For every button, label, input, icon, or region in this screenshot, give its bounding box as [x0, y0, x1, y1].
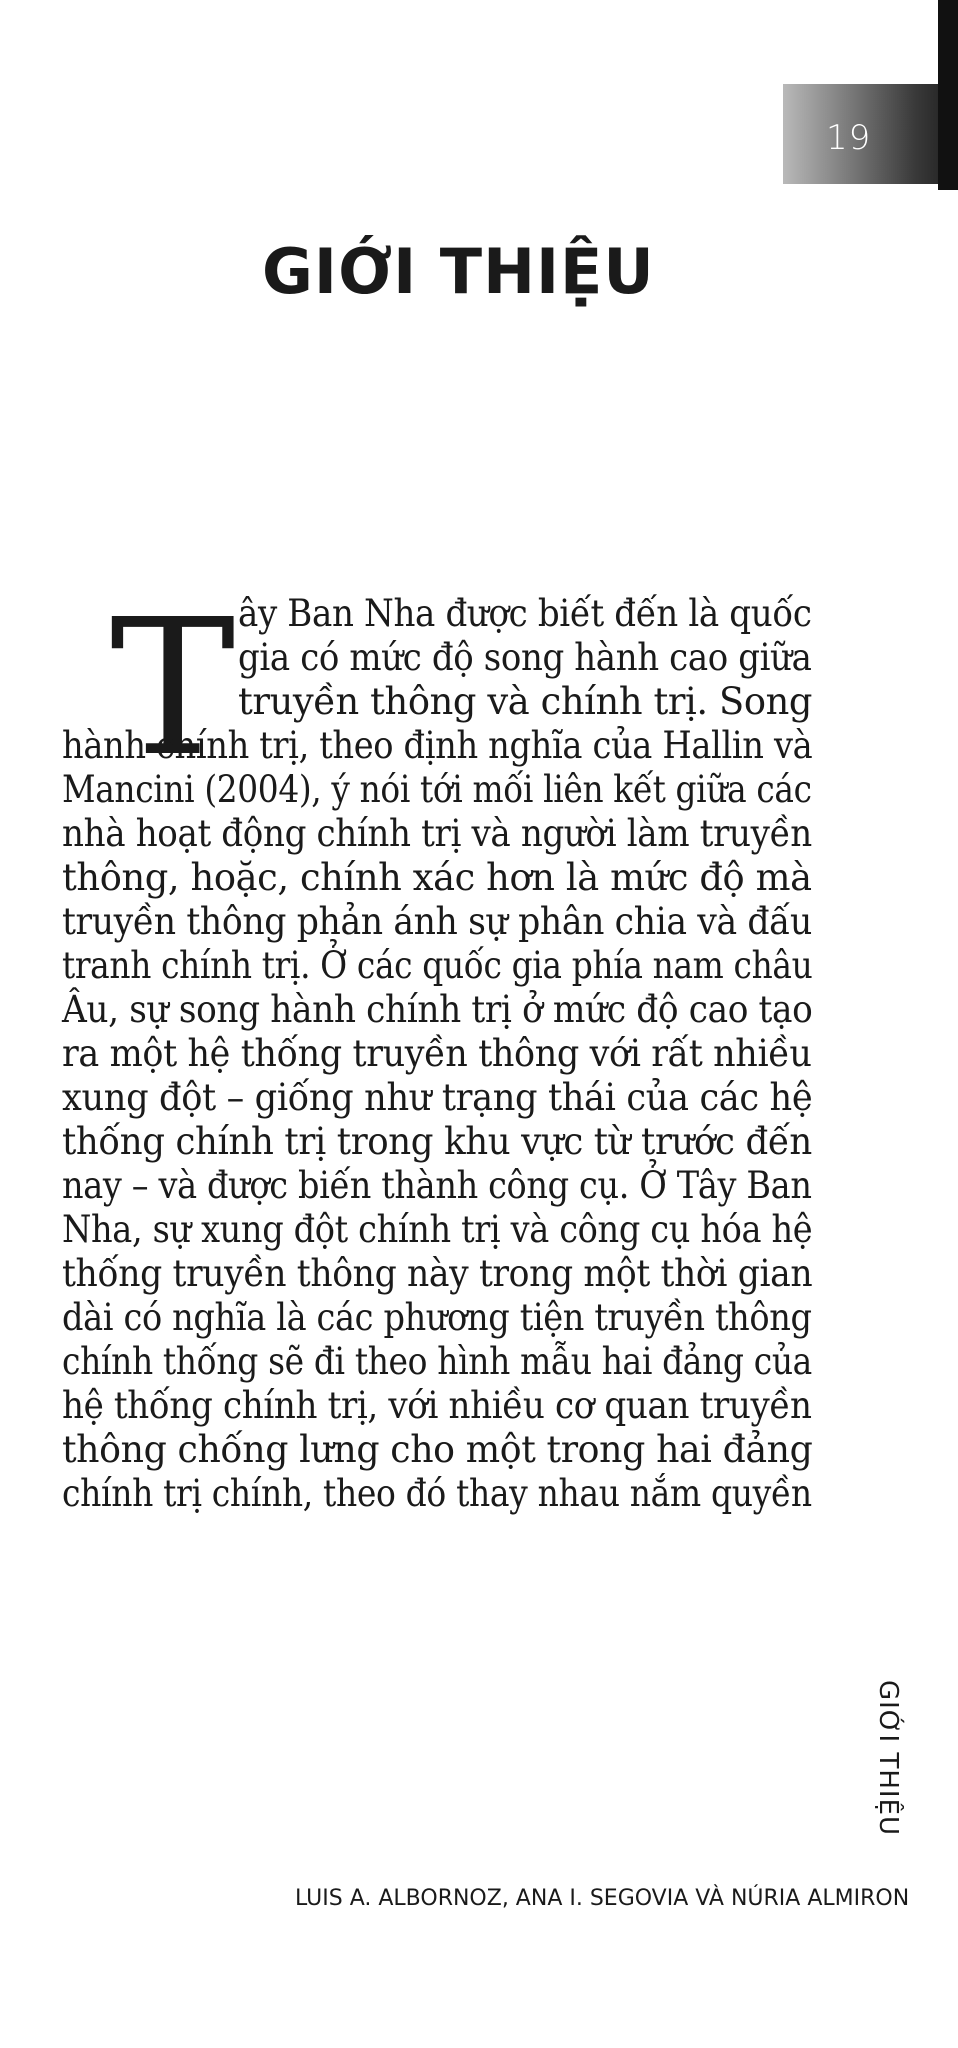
text-line: Nha, sự xung đột chính trị và công cụ hóa hệ	[62, 1208, 813, 1251]
text-line: nay – và được biến thành công cụ. Ở Tây Ban	[62, 1164, 812, 1207]
text-line: truyền thông phản ánh sự phân chia và đấu	[62, 900, 812, 943]
text-line: truyền thông và chính trị. Song	[238, 680, 813, 723]
drop-cap: T	[110, 579, 236, 798]
page-edge	[938, 0, 958, 190]
running-chapter-label: GIỚI THIỆU	[873, 1680, 903, 1837]
text-line: chính trị chính, theo đó thay nhau nắm quyền	[62, 1472, 812, 1515]
text-line: ây Ban Nha được biết đến là quốc	[238, 592, 812, 635]
chapter-title: GIỚI THIỆU	[262, 235, 655, 308]
text-line: thông, hoặc, chính xác hơn là mức độ mà	[62, 856, 812, 899]
text-line: nhà hoạt động chính trị và người làm truyền	[62, 812, 812, 855]
text-line: hành chính trị, theo định nghĩa của Hallin và	[62, 724, 813, 767]
page-number: 19	[826, 118, 872, 158]
text-line: tranh chính trị. Ở các quốc gia phía nam châu	[62, 944, 813, 987]
text-line: ra một hệ thống truyền thông với rất nhiều	[62, 1032, 812, 1075]
text-line: chính thống sẽ đi theo hình mẫu hai đảng của	[62, 1340, 812, 1383]
text-line: thống chính trị trong khu vực từ trước đến	[62, 1120, 812, 1163]
text-line: hệ thống chính trị, với nhiều cơ quan truyền	[62, 1384, 812, 1427]
text-line: gia có mức độ song hành cao giữa	[238, 636, 812, 679]
footer-authors: LUIS A. ALBORNOZ, ANA I. SEGOVIA VÀ NÚRIA ALMIRON	[295, 1886, 910, 1911]
text-line: Âu, sự song hành chính trị ở mức độ cao tạo	[62, 988, 813, 1031]
text-line: xung đột – giống như trạng thái của các hệ	[62, 1076, 813, 1119]
text-line: thống truyền thông này trong một thời gian	[62, 1252, 813, 1295]
text-line: Mancini (2004), ý nói tới mối liên kết giữa các	[62, 768, 812, 811]
text-line: thông chống lưng cho một trong hai đảng	[62, 1428, 813, 1471]
text-line: dài có nghĩa là các phương tiện truyền thông	[62, 1296, 812, 1339]
